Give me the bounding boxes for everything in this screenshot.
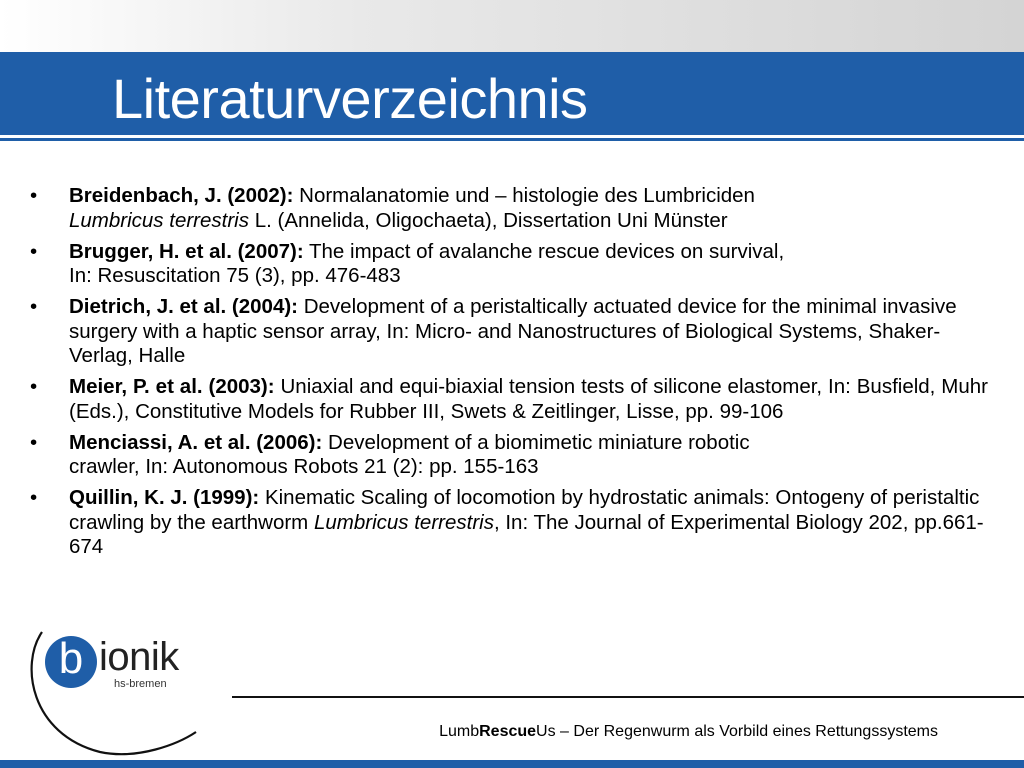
- footer-bold: Rescue: [479, 723, 537, 740]
- reference-text: Uniaxial and equi-biaxial tension tests of silicone elastomer, In: Busfield, Muhr (Eds.), Constitutive Models for Rubber III, Swets & Zeitlinger, Lisse, pp. 99-106: [69, 375, 988, 423]
- reference-author: Menciassi, A. et al. (2006):: [69, 430, 323, 454]
- footer-suffix: Us – Der Regenwurm als Vorbild eines Rettungssystems: [536, 723, 938, 740]
- bullet-icon: •: [30, 295, 38, 318]
- footer-prefix: Lumb: [439, 723, 480, 740]
- reference-list: [30, 184, 988, 566]
- reference-text: Development of a peristaltically actuated device for the minimal invasive surgery with a haptic sensor array, In: Micro- and Nanostructures of Biological Systems, Shaker-Verlag, Halle: [69, 295, 957, 367]
- reference-text: The impact of avalanche rescue devices on survival,: [303, 239, 785, 263]
- bionik-logo: [28, 624, 228, 758]
- bullet-icon: •: [30, 430, 38, 454]
- reference-item: [30, 295, 988, 369]
- bullet-icon: •: [30, 239, 38, 263]
- footer-divider: [232, 696, 1024, 698]
- reference-author: Dietrich, J. et al. (2004):: [69, 295, 299, 318]
- reference-text: Normalanatomie und – histologie des Lumbriciden: [293, 184, 755, 207]
- reference-item: [30, 184, 988, 233]
- reference-text: Development of a biomimetic miniature robotic: [322, 430, 750, 454]
- reference-author: Breidenbach, J. (2002):: [69, 184, 294, 207]
- reference-text: Kinematic Scaling of locomotion by hydrostatic animals: Ontogeny of peristaltic crawling by the earthworm: [69, 486, 980, 534]
- reference-text: crawler, In: Autonomous Robots 21 (2): pp. 155-163: [69, 455, 539, 478]
- logo-letter: b: [45, 636, 97, 688]
- logo-word: ionik: [99, 635, 179, 679]
- reference-item: [30, 375, 988, 424]
- reference-text: In: Resuscitation 75 (3), pp. 476-483: [69, 264, 401, 287]
- bullet-icon: •: [30, 184, 38, 207]
- reference-species-name: Lumbricus terrestris: [69, 208, 249, 232]
- slide-title: Literaturverzeichnis: [112, 67, 588, 130]
- reference-author: Meier, P. et al. (2003):: [69, 375, 275, 398]
- top-gradient-bar: [0, 0, 1024, 52]
- reference-item: [30, 486, 988, 560]
- reference-item: [30, 431, 988, 480]
- reference-text: L. (Annelida, Oligochaeta), Dissertation Uni Münster: [249, 208, 728, 232]
- logo-subtitle: hs-bremen: [114, 678, 167, 690]
- reference-item: [30, 240, 988, 289]
- bullet-icon: •: [30, 486, 38, 509]
- reference-species-name: Lumbricus terrestris: [313, 510, 494, 534]
- reference-author: Quillin, K. J. (1999):: [69, 486, 260, 509]
- bottom-bar: [0, 760, 1024, 768]
- reference-text: , In: The Journal of Experimental Biology 202, pp.661-674: [69, 510, 984, 558]
- bullet-icon: •: [30, 375, 38, 398]
- reference-author: Brugger, H. et al. (2007):: [69, 239, 304, 263]
- footer-caption: [439, 723, 938, 741]
